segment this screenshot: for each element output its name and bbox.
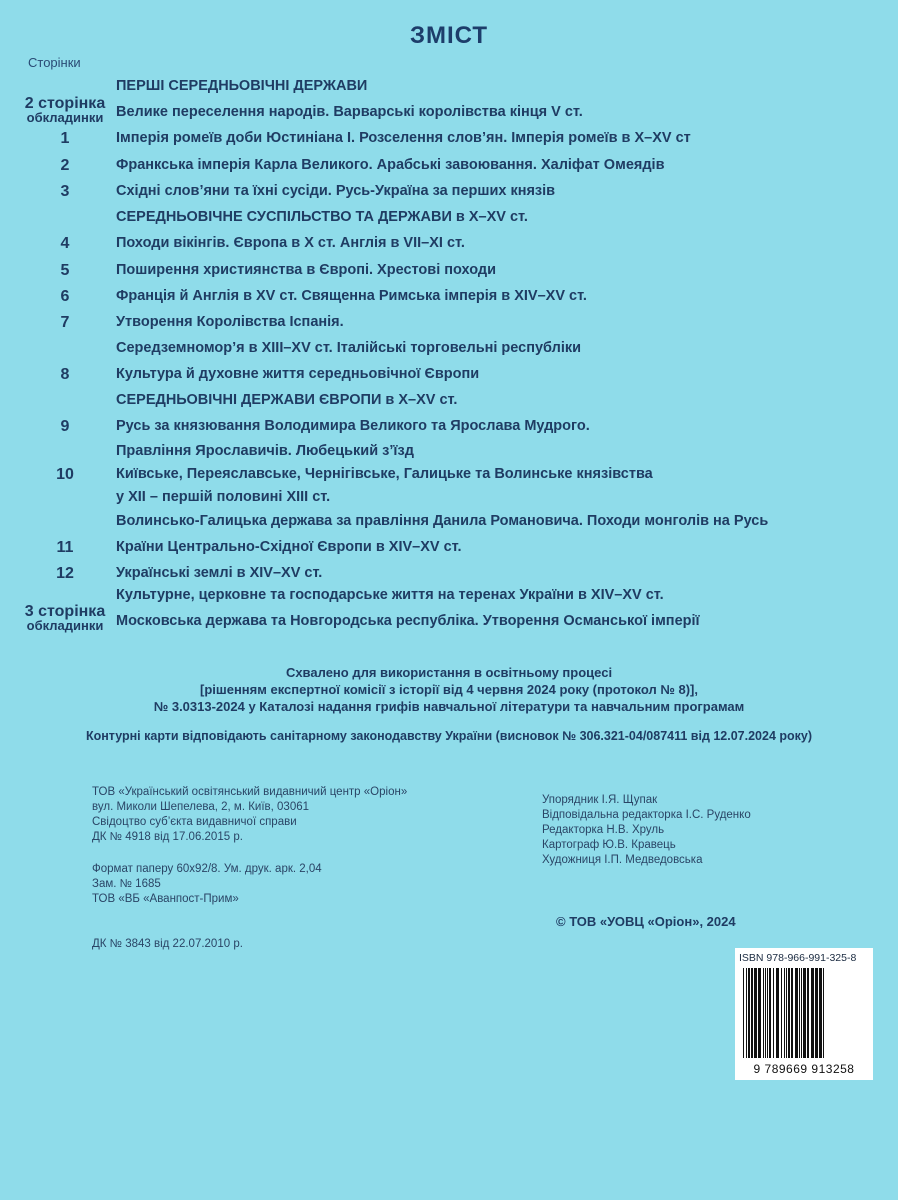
barcode-bar bbox=[773, 968, 774, 1058]
toc-page-number: 7 bbox=[60, 314, 70, 331]
toc-cover-page-2: 2 сторінка обкладинки bbox=[24, 95, 106, 125]
barcode-bars bbox=[741, 968, 867, 1060]
toc-page-number: 11 bbox=[56, 539, 74, 556]
barcode-bar bbox=[786, 968, 787, 1058]
barcode-bar bbox=[781, 968, 782, 1058]
approval-line-2: [рішенням експертної комісії з історії від 4 червня 2024 року (протокол № 8)], bbox=[200, 682, 698, 697]
barcode-bar bbox=[763, 968, 764, 1058]
barcode-bar bbox=[758, 968, 761, 1058]
toc-section-heading: СЕРЕДНЬОВІЧНІ ДЕРЖАВИ ЄВРОПИ в X–XV ст. bbox=[116, 392, 458, 408]
toc-page-number: 3 bbox=[60, 183, 70, 200]
approval-line-1: Схвалено для використання в освітньому процесі bbox=[285, 665, 613, 680]
barcode-bar bbox=[799, 968, 800, 1058]
toc-entry: Франкська імперія Карла Великого. Арабські завоювання. Халіфат Омеядів bbox=[116, 157, 665, 173]
toc-cover-page-3: 3 сторінка обкладинки bbox=[24, 603, 106, 633]
print-line: ТОВ «ВБ «Аванпост-Прим» bbox=[92, 893, 239, 905]
toc-section-heading: ПЕРШІ СЕРЕДНЬОВІЧНІ ДЕРЖАВИ bbox=[116, 78, 368, 94]
toc-entry: Правління Ярославичів. Любецький з’їзд bbox=[116, 443, 414, 459]
barcode-bar bbox=[795, 968, 798, 1058]
toc-entry: Франція й Англія в XV ст. Священна Римська імперія в XIV–XV ст. bbox=[116, 288, 587, 304]
pages-column-label: Сторінки bbox=[28, 55, 81, 70]
toc-page-number: 6 bbox=[60, 288, 70, 305]
barcode-bar bbox=[776, 968, 779, 1058]
toc-entry: Походи вікінгів. Європа в X ст. Англія в VII–XI ст. bbox=[116, 235, 465, 251]
toc-page-number: 12 bbox=[56, 565, 74, 582]
credit-line: Картограф Ю.В. Кравець bbox=[542, 839, 676, 851]
toc-entry: Імперія ромеїв доби Юстиніана І. Розселення слов’ян. Імперія ромеїв в X–XV ст bbox=[116, 130, 691, 146]
toc-entry: Утворення Королівства Іспанія. bbox=[116, 314, 344, 330]
copyright: © ТОВ «УОВЦ «Оріон», 2024 bbox=[556, 914, 736, 929]
publisher-line: Свідоцтво суб’єкта видавничої справи bbox=[92, 816, 297, 828]
barcode-bar bbox=[803, 968, 806, 1058]
page-title: ЗМІСТ bbox=[409, 22, 489, 49]
barcode-bar bbox=[784, 968, 785, 1058]
barcode-bar bbox=[746, 968, 747, 1058]
toc-entry: Культура й духовне життя середньовічної Європи bbox=[116, 366, 480, 382]
toc-page-number: 5 bbox=[60, 262, 70, 279]
publisher-info bbox=[92, 785, 407, 845]
toc-page-number: 8 bbox=[60, 366, 70, 383]
barcode-bar bbox=[765, 968, 766, 1058]
toc-page-number: 2 bbox=[60, 157, 70, 174]
barcode bbox=[735, 948, 873, 1080]
barcode-bar bbox=[769, 968, 771, 1058]
publisher-line: ТОВ «Український освітянський видавничий центр «Оріон» bbox=[92, 786, 408, 798]
toc-page-number: 1 bbox=[60, 130, 70, 147]
print-info bbox=[92, 862, 322, 907]
publisher-line: ДК № 4918 від 17.06.2015 р. bbox=[92, 831, 243, 843]
credits bbox=[542, 793, 751, 868]
toc-entry: Волинсько-Галицька держава за правління Данила Романовича. Походи монголів на Русь bbox=[116, 513, 769, 529]
toc-entry: Русь за князювання Володимира Великого та Ярослава Мудрого. bbox=[116, 418, 590, 434]
barcode-bar bbox=[743, 968, 744, 1058]
publisher-line: вул. Миколи Шепелева, 2, м. Київ, 03061 bbox=[92, 801, 310, 813]
barcode-bar bbox=[819, 968, 822, 1058]
barcode-bar bbox=[767, 968, 768, 1058]
credit-line: Упорядник І.Я. Щупак bbox=[542, 794, 658, 806]
barcode-bar bbox=[811, 968, 814, 1058]
ean-digits: 9 789669 913258 bbox=[753, 1062, 855, 1076]
print-line: Зам. № 1685 bbox=[92, 878, 161, 890]
toc-entry: Київське, Переяславське, Чернігівське, Галицьке та Волинське князівства bbox=[116, 466, 653, 482]
toc-entry: Середземномор’я в XIII–XV ст. Італійські торговельні республіки bbox=[116, 340, 582, 356]
credit-line: Редакторка Н.В. Хруль bbox=[542, 824, 665, 836]
toc-page-number: 9 bbox=[60, 418, 70, 435]
toc-page-number: 4 bbox=[60, 235, 70, 252]
toc-entry: Східні слов’яни та їхні сусіди. Русь-Україна за перших князів bbox=[116, 183, 556, 199]
barcode-bar bbox=[815, 968, 818, 1058]
barcode-bar bbox=[754, 968, 757, 1058]
sanitary-note: Контурні карти відповідають санітарному законодавству України (висновок № 306.321-04/087411 від 12.07.2024 року) bbox=[85, 729, 813, 743]
print-line: Формат паперу 60x92/8. Ум. друк. арк. 2,04 bbox=[92, 863, 322, 875]
credit-line: Відповідальна редакторка І.С. Руденко bbox=[542, 809, 751, 821]
toc-section-heading: СЕРЕДНЬОВІЧНЕ СУСПІЛЬСТВО ТА ДЕРЖАВИ в X–XV ст. bbox=[116, 209, 528, 225]
barcode-bar bbox=[823, 968, 824, 1058]
barcode-bar bbox=[751, 968, 753, 1058]
approval-line-3: № 3.0313-2024 у Каталозі надання грифів навчальної літератури та навчальним програмам bbox=[153, 699, 745, 714]
barcode-bar bbox=[748, 968, 750, 1058]
toc-entry: Поширення християнства в Європі. Хрестові походи bbox=[116, 262, 496, 278]
isbn-text: ISBN 978-966-991-325-8 bbox=[739, 952, 857, 964]
toc-entry: Московська держава та Новгородська республіка. Утворення Османської імперії bbox=[116, 613, 700, 629]
barcode-bar bbox=[801, 968, 802, 1058]
toc-entry: у XII – першій половині XIII ст. bbox=[116, 489, 331, 505]
toc-entry: Велике переселення народів. Варварські королівства кінця V ст. bbox=[116, 104, 583, 120]
toc-page-number: 10 bbox=[56, 466, 74, 483]
credit-line: Художниця І.П. Медведовська bbox=[542, 854, 703, 866]
toc-entry: Культурне, церковне та господарське життя на теренах України в XIV–XV ст. bbox=[116, 587, 664, 603]
toc-entry: Українські землі в XIV–XV ст. bbox=[116, 565, 323, 581]
barcode-bar bbox=[807, 968, 809, 1058]
toc-entry: Країни Центрально-Східної Європи в XIV–XV ст. bbox=[116, 539, 462, 555]
barcode-bar bbox=[788, 968, 790, 1058]
barcode-bar bbox=[791, 968, 793, 1058]
printer-certificate: ДК № 3843 від 22.07.2010 р. bbox=[92, 938, 243, 950]
